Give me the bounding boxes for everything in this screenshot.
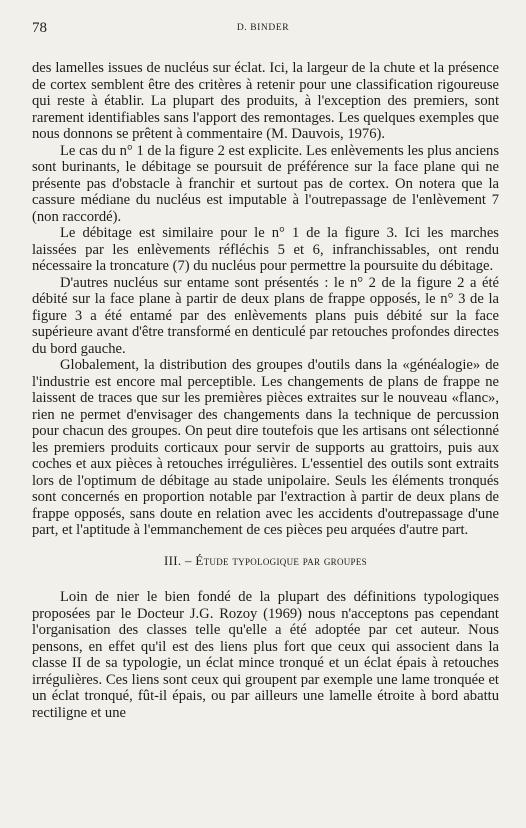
body-text: [32, 60, 499, 721]
section-heading: [32, 553, 499, 570]
section-number: III.: [164, 552, 182, 568]
page-header: [0, 20, 526, 40]
section-title: Étude typologique par groupes: [195, 552, 367, 568]
paragraph: des lamelles issues de nucléus sur éclat. Ici, la largeur de la chute et la présence de cortex semblent être des critères à retenir pour une classification rigoureuse qui reste à établir. La plupart des produits, à l'exception des premiers, sont rarement identifiables sans l'apport des remontages. Les quelques exemples que nous donnons se prêtent à commentaire (M. Dauvois, 1976).: [32, 60, 499, 142]
paragraph: Globalement, la distribution des groupes d'outils dans la «généalogie» de l'industrie est encore mal perceptible. Les changements de plans de frappe ne laissent de traces que sur les premières pièces extraites sur le nouveau «flanc», rien ne permet d'envisager des changements dans la technique de percussion pour chacun des groupes. On peut dire toutefois que les artisans ont sélectionné les premiers produits corticaux pour servir de supports au grattoirs, puis aux coches et aux pièces à retouches irrégulières. L'essentiel des outils sont extraits lors de l'optimum de débitage au stade unipolaire. Seuls les éléments tronqués sont concernés en proportion notable par l'extraction à partir de deux plans de frappe opposés, sans doute en relation avec les accidents d'outrepassage d'une part, et l'aptitude à l'emmanchement de ces pièces peu arquées d'autre part.: [32, 357, 499, 538]
paragraph: Le débitage est similaire pour le n° 1 de la figure 3. Ici les marches laissées par les enlèvements réfléchis 5 et 6, infranchissables, ont rendu nécessaire la troncature (7) du nucléus pour permettre la poursuite du débitage.: [32, 225, 499, 274]
running-head: D. BINDER: [236, 23, 290, 33]
section-dash: –: [185, 552, 192, 568]
paragraph: Le cas du n° 1 de la figure 2 est explicite. Les enlèvements les plus anciens sont burinants, le débitage se poursuit de préférence sur la face plane qui ne présente pas d'obstacle à franchir et surtout pas de cortex. On notera que la cassure médiane du nucléus est imputable à l'outrepassage de l'enlèvement 7 (non raccordé).: [32, 142, 499, 225]
paragraph: D'autres nucléus sur entame sont présentés : le n° 2 de la figure 2 a été débité sur la face plane à partir de deux plans de frappe opposés, le n° 3 de la figure 3 a été entamé par des enlèvements plans puis débité sur la face supérieure avant d'être transformé en denticulé par retouches profondes directes du bord gauche.: [32, 274, 499, 357]
page-number: 78: [32, 20, 47, 36]
paragraph: Loin de nier le bien fondé de la plupart des définitions typologiques proposées par le Docteur J.G. Rozoy (1969) nous n'acceptons pas cependant l'organisation des classes telle qu'elle a été adoptée par cet auteur. Nous pensons, en effet qu'il est des liens plus fort que ceux qui associent dans la classe II de sa typologie, un éclat mince tronqué et un éclat épais à retouches irrégulières. Ces liens sont ceux qui groupent par exemple une lame tronquée et un éclat tronqué, fût-il épais, ou par ailleurs une lamelle étroite à bord abattu rectiligne et une: [32, 589, 499, 721]
